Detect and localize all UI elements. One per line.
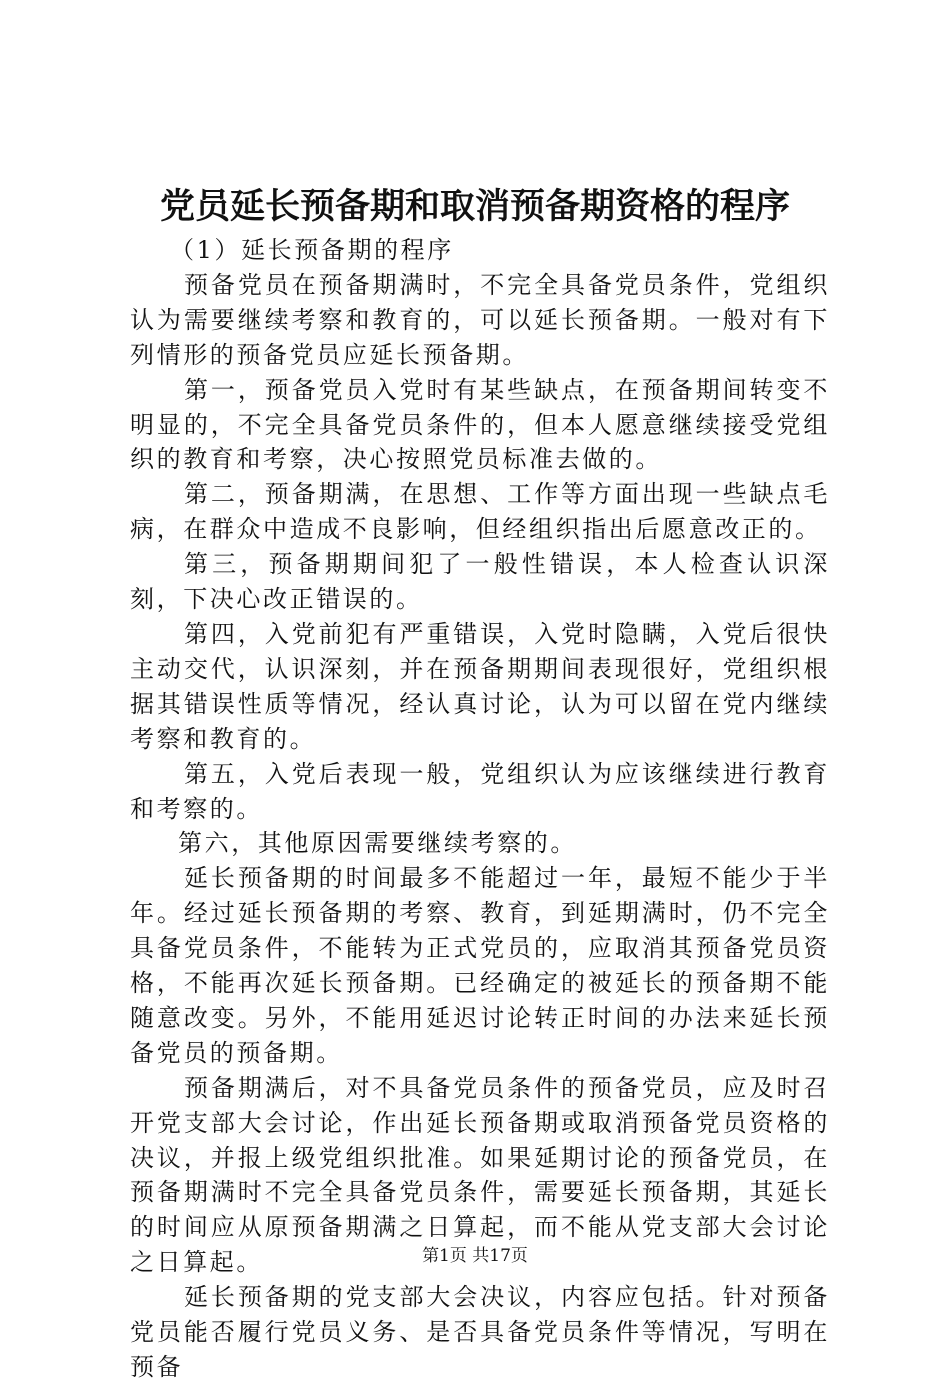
paragraph: 延长预备期的党支部大会决议，内容应包括。针对预备党员能否履行党员义务、是否具备党员条件等情况，写明在预备 — [130, 1283, 830, 1381]
page-number-footer: 第1页 共17页 — [422, 1246, 528, 1266]
paragraph: 预备期满后，对不具备党员条件的预备党员，应及时召开党支部大会讨论，作出延长预备期或取消预备党员资格的决议，并报上级党组织批准。如果延期讨论的预备党员，在预备期满时不完全具备党员条件，需要延长预备期，其延长的时间应从原预备期满之日算起，而不能从党支部大会讨论之日算起。 — [130, 1073, 830, 1277]
paragraph: 第四，入党前犯有严重错误，入党时隐瞒，入党后很快主动交代，认识深刻，并在预备期期间表现很好，党组织根据其错误性质等情况，经认真讨论，认为可以留在党内继续考察和教育的。 — [130, 619, 830, 753]
paragraph: 延长预备期的时间最多不能超过一年，最短不能少于半年。经过延长预备期的考察、教育，到延期满时，仍不完全具备党员条件，不能转为正式党员的，应取消其预备党员资格，不能再次延长预备期。已经确定的被延长的预备期不能随意改变。另外，不能用延迟讨论转正时间的办法来延长预备党员的预备期。 — [130, 864, 830, 1067]
paragraph: 第二，预备期满，在思想、工作等方面出现一些缺点毛病，在群众中造成不良影响，但经组织指出后愿意改正的。 — [130, 480, 830, 544]
paragraph: 预备党员在预备期满时，不完全具备党员条件，党组织认为需要继续考察和教育的，可以延长预备期。一般对有下列情形的预备党员应延长预备期。 — [130, 270, 830, 369]
document-title: 党员延长预备期和取消预备期资格的程序 — [159, 186, 790, 227]
paragraph: 第一，预备党员入党时有某些缺点，在预备期间转变不明显的，不完全具备党员条件的，但本人愿意继续接受党组织的教育和考察，决心按照党员标准去做的。 — [130, 375, 830, 474]
paragraph: 第五，入党后表现一般，党组织认为应该继续进行教育和考察的。 — [130, 759, 830, 823]
paragraph: 第三，预备期期间犯了一般性错误，本人检查认识深刻，下决心改正错误的。 — [130, 550, 830, 614]
subheading: （1）延长预备期的程序 — [170, 236, 454, 264]
paragraph: 第六，其他原因需要继续考察的。 — [178, 829, 577, 858]
document-body — [130, 233, 830, 1385]
